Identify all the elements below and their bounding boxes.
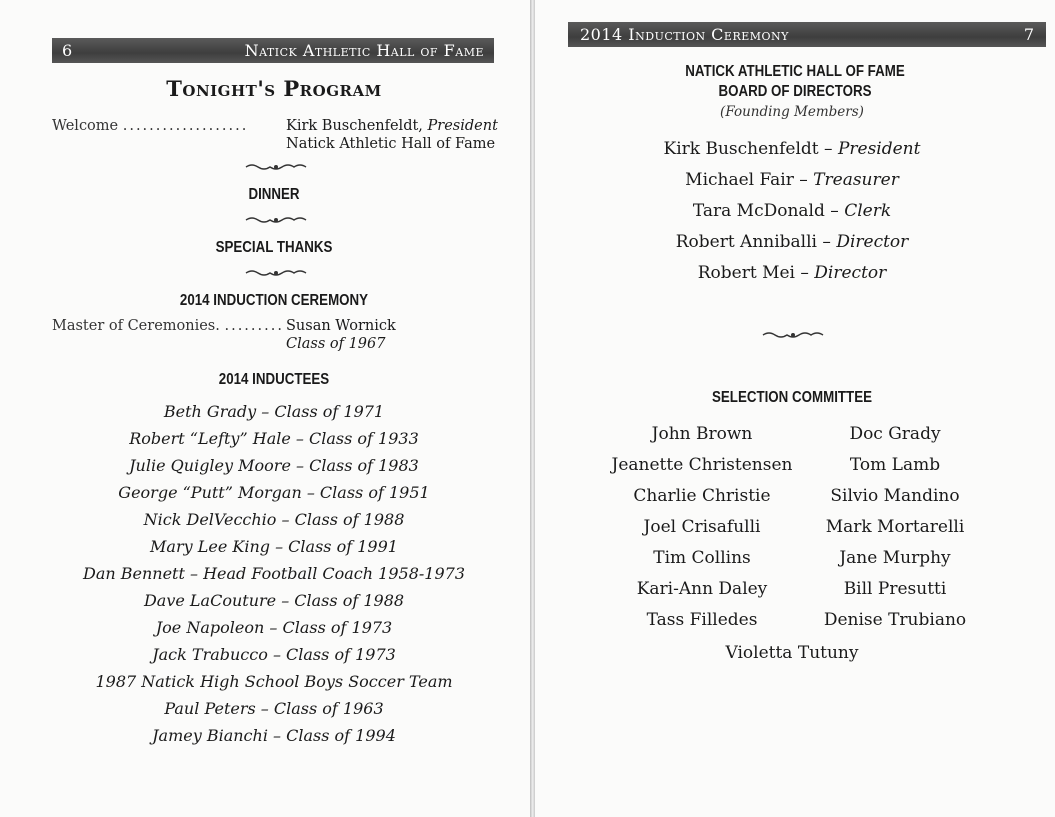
welcome-title: President	[427, 118, 498, 134]
board-member	[535, 170, 1049, 190]
mc-class: Class of 1967	[286, 336, 386, 352]
right-header-band	[568, 22, 1046, 47]
mc-dots: .........	[224, 318, 284, 334]
inductee-item: 1987 Natick High School Boys Soccer Team	[95, 672, 453, 691]
inductee-item: Jack Trabucco – Class of 1973	[152, 645, 396, 664]
board-heading-line2: BOARD OF DIRECTORS	[718, 83, 872, 100]
board-member-name: Robert Anniballi –	[675, 232, 831, 252]
committee-member: Jane Murphy	[839, 548, 951, 568]
inductee-item: Robert “Lefty” Hale – Class of 1933	[129, 429, 419, 448]
welcome-label: Welcome	[52, 118, 119, 134]
board-member-role: Treasurer	[813, 170, 899, 190]
inductee-item: Paul Peters – Class of 1963	[164, 699, 384, 718]
board-member-name: Kirk Buschenfeldt –	[663, 139, 833, 159]
board-member-role: Director	[814, 263, 887, 283]
inductee-item: Julie Quigley Moore – Class of 1983	[129, 456, 419, 475]
inductee-item: Mary Lee King – Class of 1991	[150, 537, 398, 556]
ornament-divider-3	[244, 268, 308, 278]
welcome-name: Kirk Buschenfeldt,	[286, 118, 423, 134]
header-title: Natick Athletic Hall of Fame	[244, 41, 484, 60]
welcome-row	[52, 118, 248, 134]
welcome-org: Natick Athletic Hall of Fame	[286, 136, 496, 152]
committee-member: Charlie Christie	[633, 486, 771, 506]
board-member-role: Director	[836, 232, 909, 252]
founding-members-note: (Founding Members)	[720, 104, 864, 120]
header-title: 2014 Induction Ceremony	[580, 25, 789, 44]
ornament-divider-1	[244, 162, 308, 172]
right-page	[535, 0, 1055, 817]
board-member-role: President	[837, 139, 921, 159]
inductee-item: George “Putt” Morgan – Class of 1951	[118, 483, 430, 502]
mc-name: Susan Wornick	[286, 318, 396, 334]
board-member	[535, 201, 1049, 221]
board-heading-line1: NATICK ATHLETIC HALL OF FAME	[685, 63, 905, 80]
page-number: 6	[62, 41, 73, 60]
inductee-item: Joe Napoleon – Class of 1973	[155, 618, 393, 637]
inductee-item: Dave LaCouture – Class of 1988	[143, 591, 405, 610]
ornament-divider-4	[761, 330, 825, 340]
page-number: 7	[1023, 25, 1034, 44]
board-member-name: Tara McDonald –	[692, 201, 839, 221]
welcome-dots: ...................	[122, 118, 249, 134]
committee-member: Mark Mortarelli	[825, 517, 965, 537]
inductee-item: Beth Grady – Class of 1971	[163, 402, 385, 421]
selection-committee-heading: SELECTION COMMITTEE	[712, 389, 872, 406]
inductees-heading: 2014 INDUCTEES	[218, 371, 330, 388]
committee-member: Tom Lamb	[849, 455, 941, 475]
board-member-name: Michael Fair –	[685, 170, 808, 190]
committee-member: Joel Crisafulli	[643, 517, 761, 537]
board-member-name: Robert Mei –	[697, 263, 809, 283]
committee-member: Jeanette Christensen	[611, 455, 793, 475]
dinner-heading: DINNER	[248, 186, 300, 203]
committee-member: Tim Collins	[653, 548, 751, 568]
committee-member: Silvio Mandino	[830, 486, 960, 506]
mc-row	[52, 318, 284, 334]
board-member	[535, 139, 1049, 159]
committee-member: Tass Filledes	[646, 610, 758, 630]
program-title: Tonight's Program	[166, 76, 382, 101]
inductee-item: Nick DelVecchio – Class of 1988	[143, 510, 405, 529]
board-member	[535, 263, 1049, 283]
committee-member-last: Violetta Tutuny	[725, 643, 859, 663]
committee-member: Kari-Ann Daley	[636, 579, 768, 599]
board-member-role: Clerk	[844, 201, 892, 221]
committee-member: Denise Trubiano	[823, 610, 967, 630]
committee-member: Bill Presutti	[843, 579, 947, 599]
left-header-band	[52, 38, 494, 63]
special-thanks-heading: SPECIAL THANKS	[215, 239, 333, 256]
committee-member: John Brown	[651, 424, 753, 444]
mc-label: Master of Ceremonies.	[52, 318, 220, 334]
inductee-item: Jamey Bianchi – Class of 1994	[152, 726, 396, 745]
induction-ceremony-heading: 2014 INDUCTION CEREMONY	[179, 292, 369, 309]
committee-member: Doc Grady	[849, 424, 941, 444]
board-member	[535, 232, 1049, 252]
welcome-name-block	[286, 118, 498, 134]
inductee-item: Dan Bennett – Head Football Coach 1958-1973	[82, 564, 465, 583]
ornament-divider-2	[244, 215, 308, 225]
